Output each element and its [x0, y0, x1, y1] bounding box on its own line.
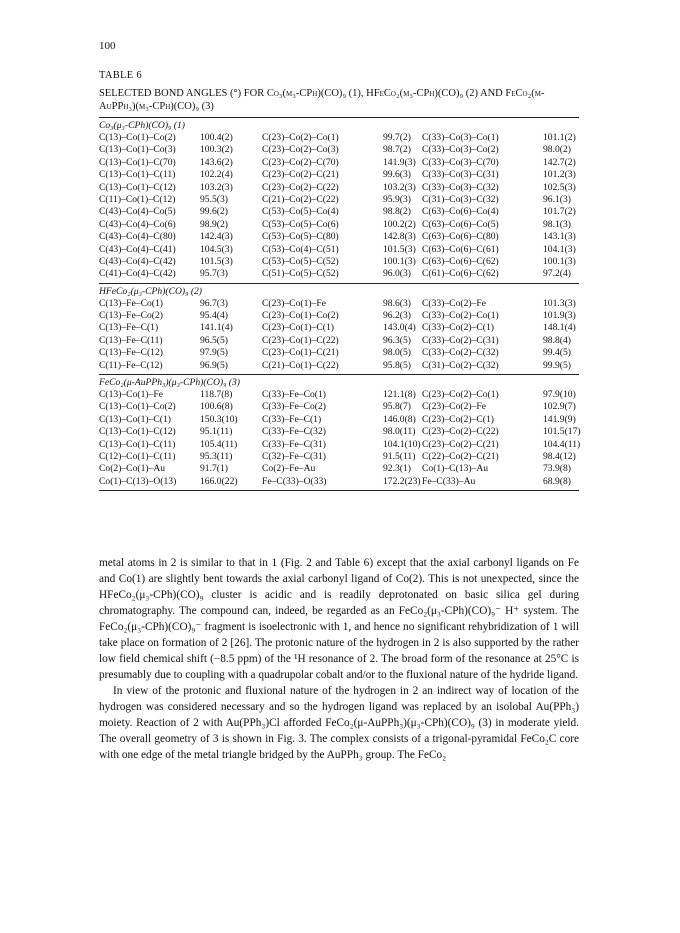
angle-value: 101.9(3)	[543, 310, 576, 322]
angle-atoms: C(63)–Co(6)–C(61)	[422, 243, 499, 255]
angle-value: 141.9(9)	[543, 413, 576, 425]
angle-atoms: Co(1)–C(13)–Au	[422, 463, 489, 475]
angle-atoms: C(22)–Co(2)–C(21)	[422, 450, 499, 462]
table-row	[99, 219, 579, 231]
table-section	[99, 284, 579, 374]
table-row	[99, 360, 579, 372]
angle-atoms: C(13)–Co(1)–C(70)	[99, 156, 176, 168]
angle-atoms: C(21)–Co(2)–C(22)	[262, 193, 339, 205]
angle-atoms: C(63)–Co(6)–C(62)	[422, 255, 499, 267]
table-label: TABLE 6	[99, 70, 142, 81]
angle-atoms: C(63)–Co(6)–Co(4)	[422, 206, 499, 218]
angle-value: 96.0(3)	[383, 268, 411, 280]
angle-atoms: C(23)–Co(1)–C(1)	[262, 322, 334, 334]
angle-value: 141.1(4)	[200, 322, 233, 334]
angle-atoms: C(13)–Co(1)–Co(3)	[99, 144, 176, 156]
angle-atoms: C(23)–Co(2)–Co(1)	[422, 389, 499, 401]
angle-value: 98.9(2)	[200, 218, 228, 230]
angle-value: 99.4(5)	[543, 347, 571, 359]
angle-atoms: C(31)–Co(2)–C(32)	[422, 359, 499, 371]
angle-value: 121.1(8)	[383, 389, 416, 401]
angle-value: 102.5(3)	[543, 181, 576, 193]
table-row	[99, 451, 579, 463]
angle-atoms: C(11)–Fe–C(12)	[99, 359, 163, 371]
angle-atoms: C(33)–Co(3)–C(31)	[422, 169, 499, 181]
angle-value: 73.9(8)	[543, 463, 571, 475]
angle-value: 142.4(3)	[200, 231, 233, 243]
angle-atoms: C(13)–Fe–C(12)	[99, 347, 163, 359]
angle-atoms: C(13)–Co(1)–C(12)	[99, 426, 176, 438]
angle-atoms: C(32)–Fe–C(31)	[262, 450, 326, 462]
table-row	[99, 268, 579, 280]
angle-atoms: C(61)–Co(6)–C(62)	[422, 268, 499, 280]
table-row	[99, 347, 579, 359]
table-row	[99, 463, 579, 475]
angle-atoms: C(13)–Fe–C(11)	[99, 334, 163, 346]
angle-value: 166.0(22)	[200, 475, 238, 487]
angle-value: 98.6(3)	[383, 297, 411, 309]
angle-atoms: Co(1)–C(13)–O(13)	[99, 475, 177, 487]
angle-atoms: C(13)–Co(1)–C(1)	[99, 413, 171, 425]
angle-value: 143.6(2)	[200, 156, 233, 168]
angle-value: 95.4(4)	[200, 310, 228, 322]
angle-value: 97.9(10)	[543, 389, 576, 401]
angle-atoms: C(43)–Co(4)–C(42)	[99, 255, 176, 267]
section-title: HFeCo₂(μ₃-CPh)(CO)₉ (2)	[99, 285, 203, 297]
bond-angle-table	[99, 117, 579, 491]
angle-value: 97.2(4)	[543, 268, 571, 280]
angle-atoms: C(33)–Co(2)–C(1)	[422, 322, 494, 334]
page-number: 100	[99, 40, 116, 52]
angle-value: 104.1(3)	[543, 243, 576, 255]
table-row	[99, 231, 579, 243]
angle-value: 68.9(8)	[543, 475, 571, 487]
angle-value: 102.2(4)	[200, 169, 233, 181]
table-row	[99, 310, 579, 322]
angle-value: 98.4(12)	[543, 450, 576, 462]
angle-atoms: C(33)–Fe–Co(2)	[262, 401, 326, 413]
angle-atoms: C(13)–Co(1)–Co(2)	[99, 132, 176, 143]
angle-value: 102.9(7)	[543, 401, 576, 413]
angle-atoms: C(41)–Co(4)–C(42)	[99, 268, 176, 280]
angle-value: 95.1(11)	[200, 426, 233, 438]
angle-atoms: C(33)–Co(3)–C(32)	[422, 181, 499, 193]
angle-atoms: C(31)–Co(3)–C(32)	[422, 193, 499, 205]
angle-value: 96.7(3)	[200, 297, 228, 309]
angle-value: 100.1(3)	[383, 255, 416, 267]
angle-atoms: C(63)–Co(6)–C(80)	[422, 231, 499, 243]
table-row	[99, 426, 579, 438]
angle-atoms: C(23)–Co(2)–C(70)	[262, 156, 339, 168]
angle-value: 98.0(11)	[383, 426, 416, 438]
table-row	[99, 256, 579, 268]
table-row	[99, 322, 579, 334]
angle-value: 98.0(5)	[383, 347, 411, 359]
angle-atoms: C(53)–Co(5)–C(52)	[262, 255, 339, 267]
angle-value: 104.5(3)	[200, 243, 233, 255]
angle-atoms: C(13)–Fe–Co(1)	[99, 297, 163, 309]
angle-value: 100.3(2)	[200, 144, 233, 156]
angle-atoms: C(13)–Co(1)–C(11)	[99, 438, 176, 450]
angle-value: 104.1(10)	[383, 438, 421, 450]
angle-value: 99.9(5)	[543, 359, 571, 371]
angle-value: 143.1(3)	[543, 231, 576, 243]
angle-atoms: C(13)–Co(1)–C(12)	[99, 181, 176, 193]
angle-atoms: C(23)–Co(2)–Co(3)	[262, 144, 339, 156]
angle-atoms: C(23)–Co(1)–C(22)	[262, 334, 339, 346]
body-text	[99, 555, 579, 763]
angle-value: 104.4(11)	[543, 438, 581, 450]
angle-atoms: C(63)–Co(6)–Co(5)	[422, 218, 499, 230]
angle-atoms: C(23)–Co(2)–C(21)	[262, 169, 339, 181]
angle-atoms: C(23)–Co(2)–Fe	[422, 401, 486, 413]
table-row	[99, 132, 579, 144]
angle-value: 98.7(2)	[383, 144, 411, 156]
angle-atoms: Co(2)–Fe–Au	[262, 463, 316, 475]
angle-value: 101.7(2)	[543, 206, 576, 218]
angle-atoms: C(33)–Fe–Co(1)	[262, 389, 326, 401]
table-row	[99, 389, 579, 401]
table-row	[99, 182, 579, 194]
table-bottom-rule	[99, 490, 579, 491]
angle-value: 101.5(3)	[383, 243, 416, 255]
angle-value: 99.6(3)	[383, 169, 411, 181]
body-paragraph: metal atoms in 2 is similar to that in 1 (Fig. 2 and Table 6) except that the axial carbonyl ligands on Fe and Co(1) are slightly bent towards the axial carbonyl ligand of Co(2). This is not unexpected, since the HFeCo₂(μ₃-CPh)(CO)₉ cluster is acidic and is readily deprotonated on basic silica gel during chromatography. The compound can, indeed, be regarded as an FeCo₂(μ₃-CPh)(CO)₉⁻ H⁺ system. The FeCo₂(μ₃-CPh)(CO)₉⁻ fragment is isoelectronic with 1, and hence no significant rehybridization of 1 will take place on formation of 2 [26]. The protonic nature of the hydrogen in 2 is also supported by the rather low field chemical shift (−8.5 ppm) of the ¹H resonance of 2. The broad form of the resonance at 25°C is presumably due to coupling with a quadrupolar cobalt and/or to the fluxional nature of the hydride ligand.	[99, 557, 579, 681]
angle-atoms: C(13)–Co(1)–Co(2)	[99, 401, 176, 413]
angle-value: 98.8(2)	[383, 206, 411, 218]
angle-atoms: C(53)–Co(4)–C(51)	[262, 243, 339, 255]
angle-value: 101.5(17)	[543, 426, 581, 438]
angle-atoms: C(43)–Co(4)–Co(5)	[99, 206, 176, 218]
angle-atoms: C(43)–Co(4)–Co(6)	[99, 218, 176, 230]
angle-atoms: C(23)–Co(2)–C(1)	[422, 413, 494, 425]
table-row	[99, 194, 579, 206]
angle-value: 95.8(7)	[383, 401, 411, 413]
angle-atoms: Fe–C(33)–Au	[422, 475, 476, 487]
angle-value: 95.5(3)	[200, 193, 228, 205]
angle-atoms: C(43)–Co(4)–C(80)	[99, 231, 176, 243]
angle-atoms: C(12)–Co(1)–C(11)	[99, 450, 176, 462]
angle-atoms: C(23)–Co(2)–C(22)	[422, 426, 499, 438]
table-row	[99, 169, 579, 181]
angle-value: 101.2(3)	[543, 169, 576, 181]
angle-atoms: C(33)–Co(3)–Co(1)	[422, 132, 499, 143]
table-row	[99, 144, 579, 156]
angle-atoms: Fe–C(33)–O(33)	[262, 475, 327, 487]
angle-value: 95.3(11)	[200, 450, 233, 462]
angle-value: 105.4(11)	[200, 438, 238, 450]
angle-value: 172.2(23)	[383, 475, 421, 487]
table-row	[99, 476, 579, 488]
angle-value: 141.9(3)	[383, 156, 416, 168]
table-caption: SELECTED BOND ANGLES (°) FOR Co₃(μ₃-CPh)(CO)₉ (1), HFeCo₂(μ₃-CPh)(CO)₉ (2) AND FeCo₂(μ-AuPPh₃)(μ₃-CPh)(CO)₉ (3)	[99, 88, 545, 112]
angle-atoms: C(33)–Fe–C(1)	[262, 413, 322, 425]
angle-atoms: C(23)–Co(1)–C(21)	[262, 347, 339, 359]
angle-value: 97.9(5)	[200, 347, 228, 359]
angle-value: 99.7(2)	[383, 132, 411, 143]
angle-atoms: C(23)–Co(1)–Fe	[262, 297, 326, 309]
table-row	[99, 244, 579, 256]
angle-atoms: C(23)–Co(1)–Co(2)	[262, 310, 339, 322]
angle-atoms: C(33)–Co(3)–Co(2)	[422, 144, 499, 156]
angle-atoms: C(53)–Co(5)–C(80)	[262, 231, 339, 243]
table-row	[99, 401, 579, 413]
angle-value: 96.5(5)	[200, 334, 228, 346]
angle-atoms: C(23)–Co(2)–C(21)	[422, 438, 499, 450]
table-row	[99, 335, 579, 347]
angle-value: 150.3(10)	[200, 413, 238, 425]
angle-value: 101.5(3)	[200, 255, 233, 267]
table-row	[99, 298, 579, 310]
angle-value: 95.7(3)	[200, 268, 228, 280]
angle-atoms: C(33)–Co(2)–Co(1)	[422, 310, 499, 322]
table-section	[99, 375, 579, 490]
angle-value: 148.1(4)	[543, 322, 576, 334]
angle-atoms: C(33)–Co(2)–Fe	[422, 297, 486, 309]
angle-value: 142.8(3)	[383, 231, 416, 243]
table-row	[99, 206, 579, 218]
section-title: Co₃(μ₃-CPh)(CO)₉ (1)	[99, 120, 185, 131]
angle-value: 142.7(2)	[543, 156, 576, 168]
table-row	[99, 414, 579, 426]
angle-atoms: C(33)–Co(2)–C(32)	[422, 347, 499, 359]
angle-value: 101.1(2)	[543, 132, 576, 143]
angle-value: 96.1(3)	[543, 193, 571, 205]
angle-value: 92.3(1)	[383, 463, 411, 475]
angle-value: 96.9(5)	[200, 359, 228, 371]
angle-value: 99.6(2)	[200, 206, 228, 218]
angle-value: 100.4(2)	[200, 132, 233, 143]
angle-atoms: Co(2)–Co(1)–Au	[99, 463, 166, 475]
section-title: FeCo₂(μ-AuPPh₃)(μ₃-CPh)(CO)₉ (3)	[99, 377, 240, 389]
angle-value: 103.2(3)	[383, 181, 416, 193]
table-row	[99, 439, 579, 451]
angle-atoms: C(43)–Co(4)–C(41)	[99, 243, 176, 255]
angle-atoms: C(13)–Fe–C(1)	[99, 322, 159, 334]
angle-atoms: C(11)–Co(1)–C(12)	[99, 193, 176, 205]
angle-atoms: C(13)–Co(1)–C(11)	[99, 169, 176, 181]
angle-value: 101.3(3)	[543, 297, 576, 309]
angle-atoms: C(53)–Co(5)–Co(4)	[262, 206, 339, 218]
angle-atoms: C(51)–Co(5)–C(52)	[262, 268, 339, 280]
angle-value: 95.9(3)	[383, 193, 411, 205]
angle-value: 146.0(8)	[383, 413, 416, 425]
angle-value: 143.0(4)	[383, 322, 416, 334]
angle-atoms: C(53)–Co(5)–Co(6)	[262, 218, 339, 230]
angle-value: 91.7(1)	[200, 463, 228, 475]
angle-value: 96.2(3)	[383, 310, 411, 322]
angle-atoms: C(21)–Co(1)–C(22)	[262, 359, 339, 371]
angle-value: 100.6(8)	[200, 401, 233, 413]
angle-atoms: C(13)–Fe–Co(2)	[99, 310, 163, 322]
angle-value: 100.2(2)	[383, 218, 416, 230]
angle-value: 118.7(8)	[200, 389, 233, 401]
angle-value: 98.0(2)	[543, 144, 571, 156]
angle-atoms: C(33)–Co(2)–C(31)	[422, 334, 499, 346]
angle-value: 100.1(3)	[543, 255, 576, 267]
angle-value: 96.3(5)	[383, 334, 411, 346]
angle-atoms: C(33)–Co(3)–C(70)	[422, 156, 499, 168]
angle-atoms: C(13)–Co(1)–Fe	[99, 389, 163, 401]
angle-atoms: C(23)–Co(2)–C(22)	[262, 181, 339, 193]
angle-atoms: C(33)–Fe–C(31)	[262, 438, 326, 450]
angle-atoms: C(23)–Co(2)–Co(1)	[262, 132, 339, 143]
table-row	[99, 157, 579, 169]
angle-value: 95.8(5)	[383, 359, 411, 371]
table-section	[99, 118, 579, 283]
angle-value: 98.8(4)	[543, 334, 571, 346]
angle-value: 91.5(11)	[383, 450, 416, 462]
angle-value: 103.2(3)	[200, 181, 233, 193]
angle-atoms: C(33)–Fe–C(32)	[262, 426, 326, 438]
angle-value: 98.1(3)	[543, 218, 571, 230]
body-paragraph: In view of the protonic and fluxional nature of the hydrogen in 2 an indirect way of location of the hydrogen was considered necessary and so the hydrogen ligand was replaced by an isolobal Au(PPh₃) moiety. Reaction of 2 with Au(PPh₃)Cl afforded FeCo₂(μ-AuPPh₃)(μ₃-CPh)(CO)₉ (3) in moderate yield. The overall geometry of 3 is shown in Fig. 3. The complex consists of a trigonal-pyramidal FeCo₂C core with one edge of the metal triangle bridged by the AuPPh₃ group. The FeCo₂	[99, 685, 579, 761]
